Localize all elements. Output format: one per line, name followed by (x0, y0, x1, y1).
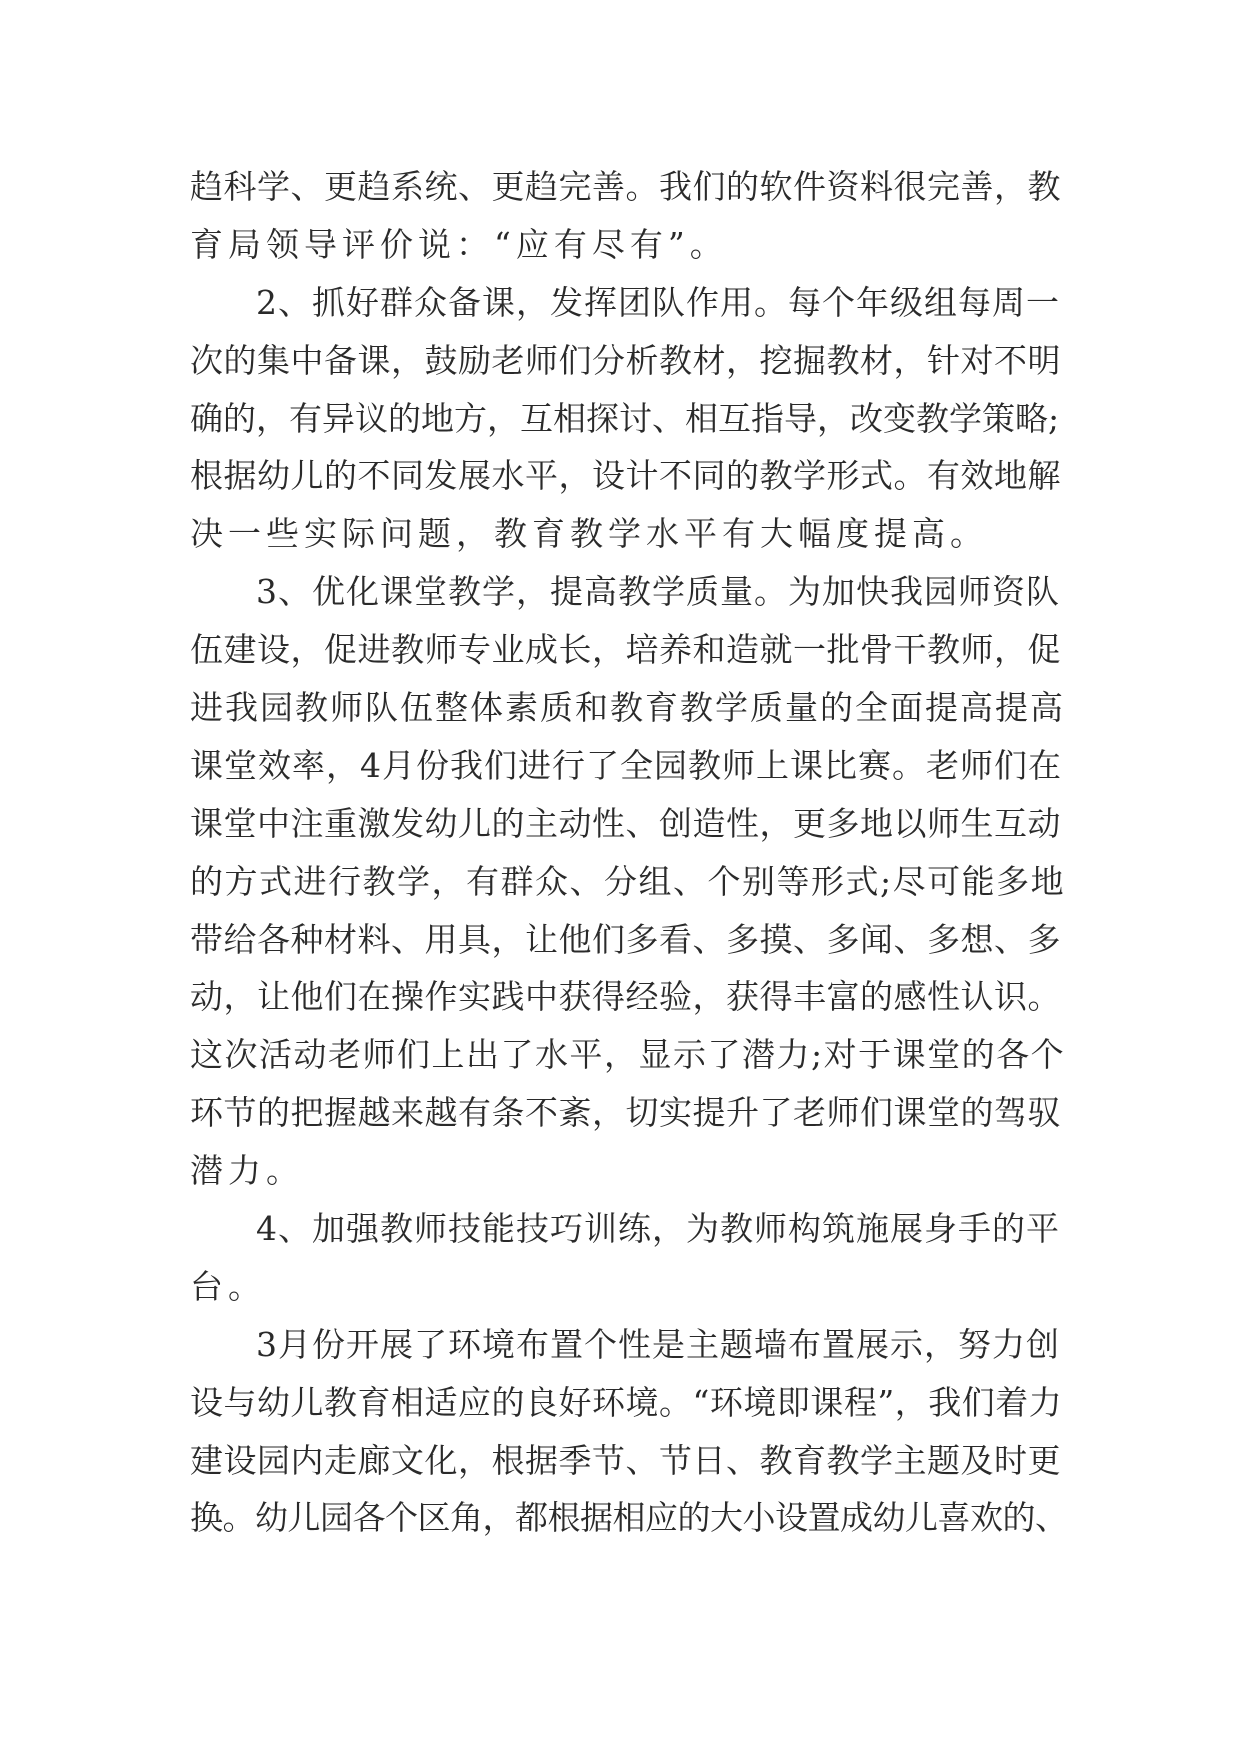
body-text (190, 158, 1068, 1547)
text-line: 换。幼儿园各个区角，都根据相应的大小设置成幼儿喜欢的、 (190, 1498, 1068, 1538)
text-line: 潜力。 (190, 1151, 304, 1191)
text-line: 育局领导评价说：“应有尽有”。 (190, 224, 728, 264)
paragraph-first-line: 4、加强教师技能技巧训练，为教师构筑施展身手的平 (256, 1209, 1060, 1249)
text-line: 伍建设，促进教师专业成长，培养和造就一批骨干教师，促 (190, 630, 1061, 670)
text-line: 设与幼儿教育相适应的良好环境。“环境即课程”，我们着力 (190, 1382, 1063, 1422)
text-line: 台。 (190, 1266, 266, 1306)
text-line: 建设园内走廊文化，根据季节、节日、教育教学主题及时更 (190, 1440, 1061, 1480)
paragraph-first-line: 2、抓好群众备课，发挥团队作用。每个年级组每周一 (256, 282, 1060, 322)
text-line: 趋科学、更趋系统、更趋完善。我们的软件资料很完善，教 (190, 167, 1061, 206)
text-line: 次的集中备课，鼓励老师们分析教材，挖掘教材，针对不明 (190, 340, 1061, 380)
text-line: 确的，有异议的地方，互相探讨、相互指导，改变教学策略; (190, 398, 1060, 438)
paragraph-first-line: 3、优化课堂教学，提高教学质量。为加快我园师资队 (256, 572, 1060, 612)
text-line: 环节的把握越来越有条不紊，切实提升了老师们课堂的驾驭 (190, 1093, 1061, 1133)
text-line: 根据幼儿的不同发展水平，设计不同的教学形式。有效地解 (190, 456, 1061, 496)
text-line: 课堂效率，4月份我们进行了全园教师上课比赛。老师们在 (190, 745, 1062, 785)
text-line: 带给各种材料、用具，让他们多看、多摸、多闻、多想、多 (190, 919, 1061, 959)
paragraph-first-line: 3月份开展了环境布置个性是主题墙布置展示，努力创 (256, 1324, 1060, 1364)
text-line: 动，让他们在操作实践中获得经验，获得丰富的感性认识。 (190, 977, 1061, 1017)
text-line: 课堂中注重激发幼儿的主动性、创造性，更多地以师生互动 (190, 803, 1061, 843)
text-line: 的方式进行教学，有群众、分组、个别等形式;尽可能多地 (190, 861, 1066, 901)
text-line: 决一些实际问题，教育教学水平有大幅度提高。 (190, 514, 988, 554)
text-line: 进我园教师队伍整体素质和教育教学质量的全面提高提高 (190, 688, 1065, 728)
text-line: 这次活动老师们上出了水平，显示了潜力;对于课堂的各个 (190, 1035, 1066, 1075)
